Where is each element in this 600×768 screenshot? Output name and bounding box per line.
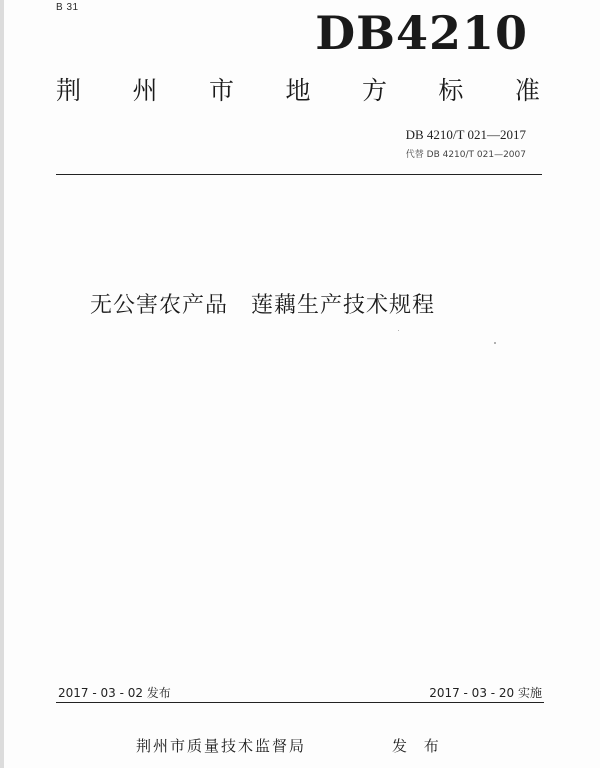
- standard-type-char: 标: [438, 76, 464, 105]
- standard-prefix-logo: DB4210: [315, 6, 528, 60]
- scan-edge: [0, 0, 4, 768]
- classification-code: B 31: [56, 2, 79, 13]
- issue-label: 发 布: [392, 737, 445, 755]
- standard-type-char: 方: [361, 76, 387, 105]
- scan-speck: [494, 342, 496, 344]
- issuing-authority: 荆州市质量技术监督局: [136, 737, 307, 755]
- standard-number: DB 4210/T 021—2017: [405, 127, 526, 142]
- standard-type-char: 市: [208, 76, 234, 105]
- publish-date: 2017 - 03 - 02 发布: [58, 686, 171, 700]
- document-title: 无公害农产品 莲藕生产技术规程: [90, 293, 436, 318]
- header-divider: [56, 174, 542, 175]
- standard-type-char: 地: [285, 76, 311, 105]
- implement-date: 2017 - 03 - 20 实施: [429, 686, 542, 700]
- standard-type-char: 州: [132, 76, 158, 105]
- standard-type-char: 荆: [56, 76, 82, 105]
- scan-speck: [398, 330, 399, 331]
- replaces-standard: 代替 DB 4210/T 021—2007: [405, 150, 526, 160]
- standard-type-char: 准: [514, 76, 540, 105]
- standard-type-heading: [56, 76, 540, 106]
- footer-divider: [56, 702, 544, 703]
